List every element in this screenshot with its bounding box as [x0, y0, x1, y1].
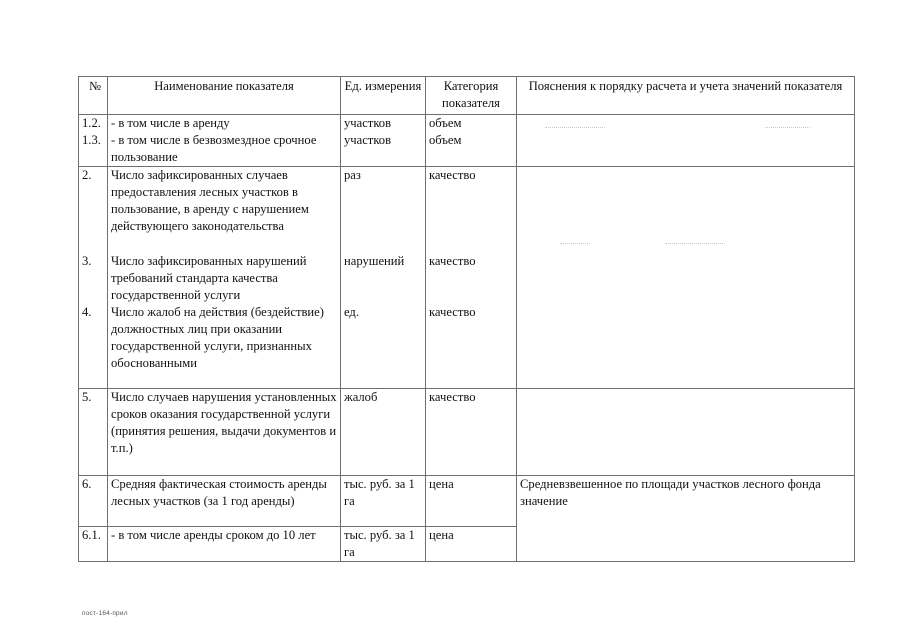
row-name: Число зафиксированных случаев предоставления лесных участков в пользование, в аренду с нарушением действующего законодательства — [111, 168, 309, 233]
row-no-cell — [79, 167, 108, 389]
row-explanation-cell — [517, 167, 855, 389]
row-unit: нарушений — [344, 254, 405, 268]
row-category: цена — [426, 527, 517, 562]
row-no: 2. — [82, 168, 92, 182]
row-name: - в том числе в безвозмездное срочное пользование — [111, 133, 317, 164]
row-unit: жалоб — [341, 389, 426, 476]
row-name: - в том числе в аренду — [111, 116, 230, 130]
row-explanation-cell — [517, 389, 855, 476]
header-unit: Ед. измерения — [341, 77, 426, 115]
row-no: 6. — [79, 476, 108, 527]
scan-artifact-line — [665, 243, 725, 244]
row-unit: тыс. руб. за 1 га — [341, 476, 426, 527]
scan-artifact-line — [545, 127, 605, 128]
row-explanation: Средневзвешенное по площади участков лесного фонда значение — [517, 476, 855, 562]
row-no: 3. — [82, 254, 92, 268]
row-unit: тыс. руб. за 1 га — [341, 527, 426, 562]
row-name: Средняя фактическая стоимость аренды лесных участков (за 1 год аренды) — [108, 476, 341, 527]
row-category: качество — [426, 389, 517, 476]
scan-artifact-line — [765, 127, 810, 128]
row-name-cell — [108, 115, 341, 167]
row-category: качество — [429, 305, 476, 319]
row-unit: ед. — [344, 305, 359, 319]
row-no: 1.2. — [82, 116, 101, 130]
row-explanation-cell — [517, 115, 855, 167]
row-unit: участков — [344, 133, 392, 147]
row-no: 6.1. — [79, 527, 108, 562]
row-unit-cell — [341, 167, 426, 389]
row-unit: участков — [344, 116, 392, 130]
table-row — [79, 389, 855, 476]
row-unit-cell — [341, 115, 426, 167]
table-row — [79, 167, 855, 389]
header-no: № — [79, 77, 108, 115]
row-name: Число жалоб на действия (бездействие) должностных лиц при оказании государственной услуги, признанных обоснованными — [111, 305, 324, 370]
row-category: качество — [429, 168, 476, 182]
row-name: - в том числе аренды сроком до 10 лет — [108, 527, 341, 562]
row-category: объем — [429, 133, 462, 147]
row-name: Число зафиксированных нарушений требований стандарта качества государственной услуги — [111, 254, 307, 302]
row-category: объем — [429, 116, 462, 130]
row-category-cell — [426, 167, 517, 389]
indicators-table — [78, 76, 855, 562]
row-no: 4. — [82, 305, 92, 319]
row-category: цена — [426, 476, 517, 527]
row-name: Число случаев нарушения установленных сроков оказания государственной услуги (принятия решения, выдачи документов и т.п.) — [108, 389, 341, 476]
footer-note: пост-164-прил — [82, 610, 128, 617]
row-no: 1.3. — [82, 133, 101, 147]
row-no: 5. — [79, 389, 108, 476]
row-unit: раз — [344, 168, 361, 182]
table-row — [79, 476, 855, 527]
row-category-cell — [426, 115, 517, 167]
table-row — [79, 115, 855, 167]
scan-artifact-line — [560, 243, 590, 244]
header-explanation: Пояснения к порядку расчета и учета значений показателя — [517, 77, 855, 115]
row-no-cell — [79, 115, 108, 167]
header-category: Категория показателя — [426, 77, 517, 115]
header-name: Наименование показателя — [108, 77, 341, 115]
row-name-cell — [108, 167, 341, 389]
row-category: качество — [429, 254, 476, 268]
table-header-row — [79, 77, 855, 115]
